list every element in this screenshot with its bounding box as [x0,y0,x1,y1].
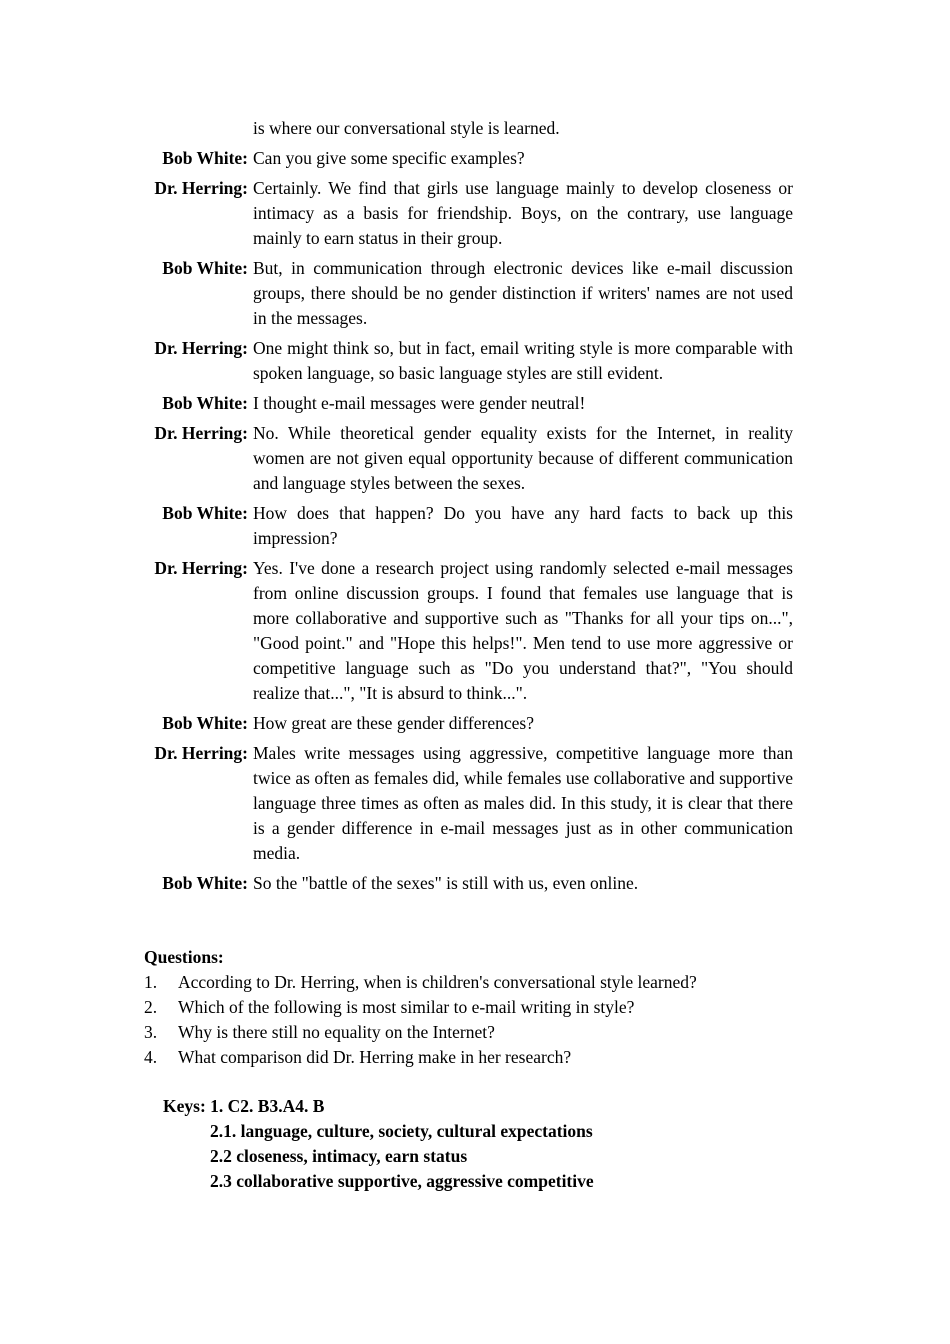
dialogue-turn [0,176,950,251]
question-text: Which of the following is most similar to e-mail writing in style? [178,997,635,1017]
dialogue-text: But, in communication through electronic devices like e-mail discussion groups, there should be no gender distinction if writers' names are not used in the messages. [253,258,793,328]
question-text: Why is there still no equality on the Internet? [178,1022,495,1042]
speaker-name: Bob White: [162,503,248,523]
speaker-name: Bob White: [162,873,248,893]
question-text: What comparison did Dr. Herring make in her research? [178,1047,572,1067]
dialogue-text: Certainly. We find that girls use language mainly to develop closeness or intimacy as a basis for friendship. Boys, on the contrary, use language mainly to earn status in their group. [253,178,793,248]
dialogue-text: So the "battle of the sexes" is still with us, even online. [253,873,639,893]
key-sub-line: 2.2 closeness, intimacy, earn status [210,1146,468,1166]
speaker-name: Dr. Herring: [154,178,248,198]
answer-keys [163,1094,863,1194]
question-item [144,995,844,1020]
dialogue-turn [0,116,950,141]
dialogue-turn [0,711,950,736]
dialogue-turn [0,871,950,896]
speaker-name: Dr. Herring: [154,558,248,578]
dialogue-turn [0,501,950,551]
dialogue-text: is where our conversational style is learned. [253,118,560,138]
dialogue-turn [0,336,950,386]
key-sub-line: 2.1. language, culture, society, cultural expectations [210,1121,593,1141]
dialogue-text: Can you give some specific examples? [253,148,525,168]
question-item [144,1020,844,1045]
speaker-name: Bob White: [162,148,248,168]
key-sub-line: 2.3 collaborative supportive, aggressive competitive [210,1171,594,1191]
speaker-name: Bob White: [162,258,248,278]
dialogue-turn [0,391,950,416]
dialogue-text: I thought e-mail messages were gender neutral! [253,393,586,413]
dialogue-text: How great are these gender differences? [253,713,534,733]
dialogue-turn [0,421,950,496]
questions-section [144,945,844,1070]
question-item [144,1045,844,1070]
speaker-name: Dr. Herring: [154,423,248,443]
question-number: 4. [144,1047,158,1067]
dialogue-text: How does that happen? Do you have any hard facts to back up this impression? [253,503,793,548]
dialogue-text: No. While theoretical gender equality exists for the Internet, in reality women are not given equal opportunity because of different communication and language styles between the sexes. [253,423,793,493]
speaker-name: Bob White: [162,713,248,733]
dialogue-turn [0,256,950,331]
question-text: According to Dr. Herring, when is children's conversational style learned? [178,972,697,992]
speaker-name: Dr. Herring: [154,743,248,763]
question-number: 2. [144,997,158,1017]
question-number: 3. [144,1022,158,1042]
keys-main-line: Keys: 1. C2. B3.A4. B [163,1096,325,1116]
question-item [144,970,844,995]
dialogue-text: One might think so, but in fact, email writing style is more comparable with spoken language, so basic language styles are still evident. [253,338,793,383]
dialogue-text: Males write messages using aggressive, competitive language more than twice as often as females did, while females use collaborative and supportive language three times as often as males did. In this study, it is clear that there is a gender difference in e-mail messages just as in other communication media. [253,743,793,863]
dialogue-transcript [0,116,950,901]
speaker-name: Dr. Herring: [154,338,248,358]
questions-heading: Questions: [144,947,224,967]
dialogue-turn [0,146,950,171]
question-number: 1. [144,972,158,992]
dialogue-turn [0,741,950,866]
speaker-name: Bob White: [162,393,248,413]
dialogue-text: Yes. I've done a research project using randomly selected e-mail messages from online discussion groups. I found that females use language that is more collaborative and supportive such as "Thanks for all your tips on...", "Good point." and "Hope this helps!". Men tend to use more aggressive or competitive language such as "Do you understand that?", "You should realize that...", "It is absurd to think...". [253,558,793,703]
dialogue-turn [0,556,950,706]
